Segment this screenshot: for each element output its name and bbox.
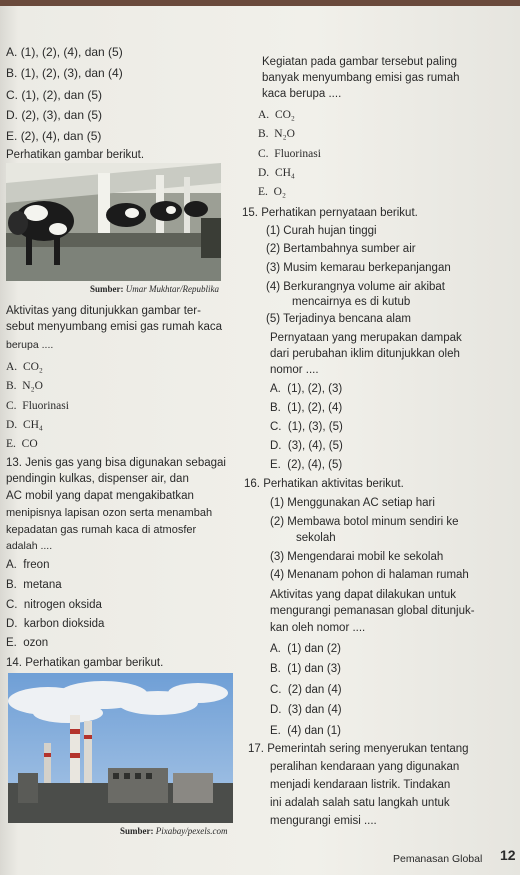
q15-statement-4-cont: mencairnya es di kutub [292, 296, 411, 308]
q15-option-a: A. (1), (2), (3) [270, 383, 343, 395]
q16-option-d: D. (3) dan (4) [270, 704, 342, 716]
q13-option-b: B. metana [6, 579, 62, 591]
q13-option-a: A. freon [6, 559, 50, 571]
cow-barn-photo [6, 163, 221, 281]
q11-option-d: D. CH₄ [258, 167, 295, 179]
q15-option-d: D. (3), (4), (5) [270, 440, 343, 452]
q13-stem-line-3: AC mobil yang dapat mengakibatkan [6, 490, 194, 502]
q15-statement-4: (4) Berkurangnya volume air akibat [266, 281, 445, 293]
q15-option-b: B. (1), (2), (4) [270, 402, 343, 414]
q12-prompt: Perhatikan gambar berikut. [6, 149, 145, 161]
q16-question-line-3: kan oleh nomor .... [270, 622, 366, 634]
q13-stem-line-1: 13. Jenis gas yang bisa digunakan sebagai [6, 457, 226, 469]
q14-prompt: 14. Perhatikan gambar berikut. [6, 657, 164, 669]
q16-statement-1: (1) Menggunakan AC setiap hari [270, 497, 435, 509]
q12-stem-line-3: berupa .... [6, 339, 54, 351]
q15-statement-2: (2) Bertambahnya sumber air [266, 243, 416, 255]
q13-stem-line-6: adalah .... [6, 540, 53, 552]
prev-option-e: E. (2), (4), dan (5) [6, 129, 102, 143]
q12-stem-line-1: Aktivitas yang ditunjukkan gambar ter- [6, 305, 201, 317]
q15-statement-1: (1) Curah hujan tinggi [266, 225, 377, 237]
q13-option-e: E. ozon [6, 637, 49, 649]
q12-option-b: B. N₂O [6, 380, 43, 392]
q15-statement-5: (5) Terjadinya bencana alam [266, 313, 411, 325]
q16-statement-2: (2) Membawa botol minum sendiri ke [270, 516, 459, 528]
q11-option-a: A. CO₂ [258, 109, 295, 121]
footer-chapter-title: Pemanasan Global [393, 853, 483, 865]
q14-photo-caption: Sumber: Pixabay/pexels.com [120, 826, 228, 836]
q12-photo-caption: Sumber: Umar Mukhtar/Republika [90, 284, 219, 294]
prev-option-d: D. (2), (3), dan (5) [6, 108, 103, 122]
q15-question-line-2: dari perubahan iklim ditunjukkan oleh [270, 348, 460, 360]
q12-option-d: D. CH₄ [6, 419, 43, 431]
q16-statement-4: (4) Menanam pohon di halaman rumah [270, 569, 469, 581]
q12-option-a: A. CO₂ [6, 361, 43, 373]
q17-stem-line-5: mengurangi emisi .... [270, 815, 377, 827]
q12-option-c: C. Fluorinasi [6, 400, 69, 412]
q16-option-e: E. (4) dan (1) [270, 725, 341, 737]
q11-stem-line-1: Kegiatan pada gambar tersebut paling [262, 56, 458, 68]
q11-option-e: E. O₂ [258, 186, 286, 198]
q11-stem-line-2: banyak menyumbang emisi gas rumah [262, 72, 460, 84]
page-top-edge [0, 0, 520, 6]
q15-question-line-3: nomor .... [270, 364, 319, 376]
q16-stem: 16. Perhatikan aktivitas berikut. [244, 478, 404, 490]
q17-stem-line-2: peralihan kendaraan yang digunakan [270, 761, 460, 773]
q16-option-c: C. (2) dan (4) [270, 684, 342, 696]
prev-option-b: B. (1), (2), (3), dan (4) [6, 66, 123, 80]
q15-option-c: C. (1), (3), (5) [270, 421, 343, 433]
q13-stem-line-2: pendingin kulkas, dispenser air, dan [6, 473, 189, 485]
q16-option-b: B. (1) dan (3) [270, 663, 341, 675]
q15-option-e: E. (2), (4), (5) [270, 459, 343, 471]
q16-statement-3: (3) Mengendarai mobil ke sekolah [270, 551, 444, 563]
power-plant-photo [8, 673, 233, 823]
q13-option-d: D. karbon dioksida [6, 618, 105, 630]
q13-stem-line-4: menipisnya lapisan ozon serta menambah [6, 507, 213, 519]
q12-stem-line-2: sebut menyumbang emisi gas rumah kaca [6, 321, 223, 333]
page-number: 12 [500, 847, 516, 863]
q15-question-line-1: Pernyataan yang merupakan dampak [270, 332, 462, 344]
prev-option-a: A. (1), (2), (4), dan (5) [6, 45, 123, 59]
q13-stem-line-5: kepadatan gas rumah kaca di atmosfer [6, 524, 197, 536]
q16-question-line-2: mengurangi pemanasan global ditunjuk- [270, 605, 475, 617]
q15-statement-3: (3) Musim kemarau berkepanjangan [266, 262, 451, 274]
q16-option-a: A. (1) dan (2) [270, 643, 341, 655]
q11-stem-line-3: kaca berupa .... [262, 88, 342, 100]
q11-option-c: C. Fluorinasi [258, 148, 321, 160]
q11-option-b: B. N₂O [258, 128, 295, 140]
q12-option-e: E. CO [6, 438, 38, 450]
q16-question-line-1: Aktivitas yang dapat dilakukan untuk [270, 589, 457, 601]
q13-option-c: C. nitrogen oksida [6, 599, 102, 611]
q17-stem-line-4: ini adalah salah satu langkah untuk [270, 797, 450, 809]
q17-stem-line-3: menjadi kendaraan listrik. Tindakan [270, 779, 451, 791]
q17-stem-line-1: 17. Pemerintah sering menyerukan tentang [248, 743, 469, 755]
q15-stem: 15. Perhatikan pernyataan berikut. [242, 207, 418, 219]
q16-statement-2-cont: sekolah [296, 532, 336, 544]
prev-option-c: C. (1), (2), dan (5) [6, 88, 103, 102]
